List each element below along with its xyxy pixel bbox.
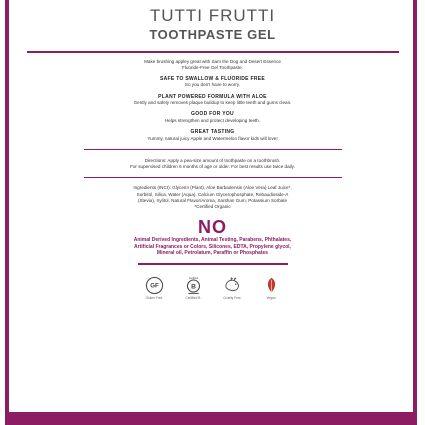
badge-caption: Gluten Free <box>145 295 163 300</box>
directions-line-1: Directions: Apply a pea-size amount of toothpaste on a toothbrush. <box>144 158 281 164</box>
no-list <box>20 237 405 257</box>
feature-plant <box>20 94 405 107</box>
features-divider <box>84 149 342 151</box>
no-list-line-1: Animal Derived Ingredients, Animal Testing, Parabens, Phthalates, <box>133 236 292 243</box>
feature-text: Yummy, natural juicy Apple and Watermelon flavor kids will love! <box>147 135 278 141</box>
directions-line-2: For supervised children 6 months of age or older. For best results use twice daily. <box>130 164 295 170</box>
label-content <box>20 0 405 300</box>
feature-text: Helps strengthen and protect developing teeth. <box>164 117 261 123</box>
no-list-line-2: Artificial Fragrances or Colors, Silicones, EDTA, Propylene glycol, <box>134 243 291 250</box>
badge-caption: Certified B <box>185 295 201 300</box>
ingredients-line-2: Sorbitol, Silica, Water (Aqua), Calcium Glycerophosphate, Rebaudioside-A <box>136 191 289 197</box>
product-subtitle: TOOTHPASTE GEL <box>149 27 276 42</box>
directions <box>20 158 405 170</box>
cruelty-free-icon <box>223 276 242 295</box>
feature-good <box>20 111 405 124</box>
bottom-bar <box>5 412 417 425</box>
svg-text:B: B <box>190 282 196 290</box>
ingredients-line-3: (Stevia), Xylitol, Natural Flavor/Aroma, Xanthan Gum, Potassium Sorbate <box>137 197 288 203</box>
feature-text: So you don't have to worry. <box>184 82 241 88</box>
feature-heading: GOOD FOR YOU <box>191 111 234 118</box>
intro-line-2: Fluoride-Free Gel Toothpaste. <box>182 64 243 70</box>
feature-heading: SAFE TO SWALLOW & FLUORIDE FREE <box>159 75 266 82</box>
ingredients-line-4: *Certified Organic <box>194 204 231 210</box>
badge-caption: Cruelty Free <box>223 295 241 300</box>
gluten-free-icon <box>145 276 164 295</box>
ingredients-line-1: Ingredients (INCI): Glycerin (Plant), Aloe Barbadensis (Aloe Vera) Leaf Juice*, <box>133 185 292 191</box>
feature-heading: PLANT POWERED FORMULA WITH ALOE <box>158 93 267 100</box>
directions-divider <box>84 177 342 179</box>
intro-text <box>20 59 405 71</box>
feature-text: Gently and safely removes plaque buildup to keep little teeth and gums clean. <box>133 100 292 106</box>
no-divider <box>138 263 288 265</box>
product-title: TUTTI FRUTTI <box>149 6 276 25</box>
certified-b-icon <box>184 276 203 295</box>
vegan-badge <box>260 276 282 300</box>
no-list-line-3: Mineral oil, Petrolatum, Paraffin or Phosphates <box>156 250 269 257</box>
no-heading: NO <box>198 216 227 237</box>
certified-b-badge <box>182 276 204 300</box>
feature-safe <box>20 76 405 89</box>
cruelty-free-badge <box>221 276 243 300</box>
badge-caption: Vegan <box>266 295 276 300</box>
gluten-free-badge <box>143 276 165 300</box>
title-divider <box>27 51 399 53</box>
ingredients <box>20 185 405 211</box>
svg-text:Certified: Certified <box>188 276 198 280</box>
feature-tasting <box>20 129 405 142</box>
vegan-icon <box>262 276 281 295</box>
intro-line-1: Make brushing appley great with Sam the Dog and Desert Essence <box>144 58 281 64</box>
svg-text:GF: GF <box>149 282 159 290</box>
feature-heading: GREAT TASTING <box>190 129 235 136</box>
badge-row <box>20 276 405 300</box>
